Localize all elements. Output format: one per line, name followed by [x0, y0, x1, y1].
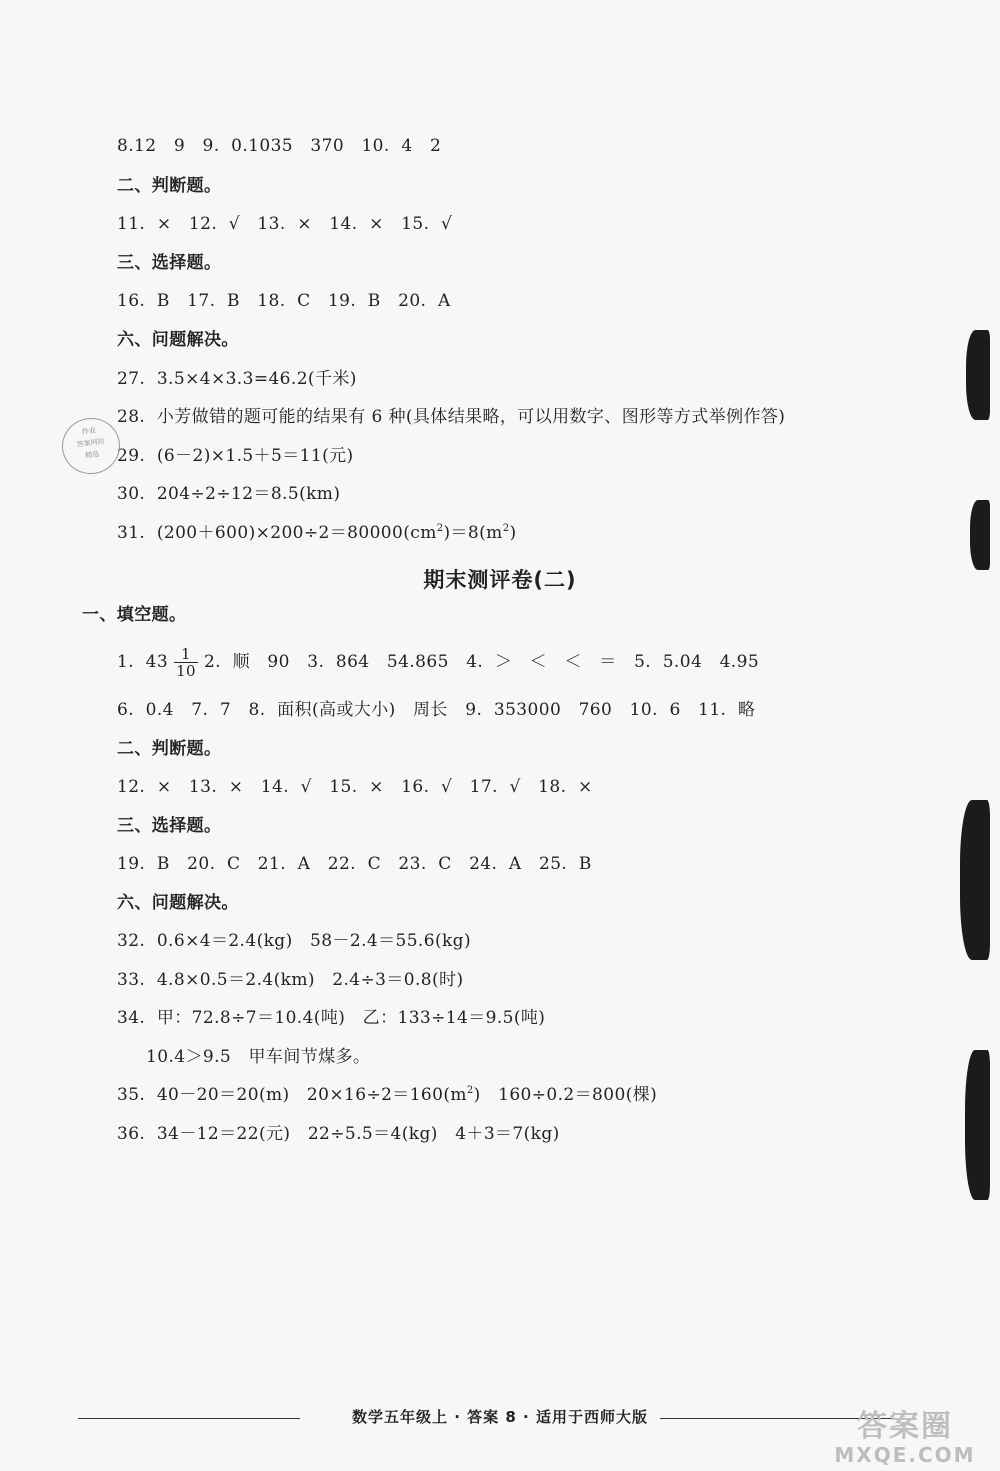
- fraction: $\frac{1}{10}$: [176, 645, 196, 680]
- line-1: 1. 43 $\frac{1}{10}$ 2. 顺 90 3. 864 54.865 4. ＞ ＜ ＜ ＝ 5. 5.04 4.95: [117, 645, 760, 680]
- line-b2: 12. × 13. × 14. √ 15. × 16. √ 17. √ 18. ×: [117, 777, 593, 797]
- line-t6: 27. 3.5×4×3.3=46.2(千米): [117, 369, 357, 389]
- line-35: 35. 40－20＝20(m) $20\times 16\div 2=160(m^2)$ 160÷0.2＝800(棵): [117, 1085, 658, 1105]
- section-heading: 三、选择题。: [117, 253, 222, 273]
- line-t2: 11. × 12. √ 13. × 14. × 15. √: [117, 214, 453, 234]
- line-t7: 28. 小芳做错的题可能的结果有 6 种(具体结果略，可以用数字、图形等方式举例作答): [117, 407, 786, 427]
- line-b4: 19. B 20. C 21. A 22. C 23. C 24. A 25. B: [117, 854, 592, 874]
- footer: 数学五年级上 · 答案 8 · 适用于西师大版: [352, 1408, 648, 1426]
- line-b9: 10.4＞9.5 甲车间节煤多。: [117, 1047, 371, 1067]
- stamp: 作业 答案网站 精选: [58, 414, 123, 478]
- page-title: 期末测评卷(二): [423, 568, 577, 592]
- section-heading: 六、问题解决。: [117, 893, 239, 913]
- section-heading: 六、问题解决。: [117, 330, 239, 350]
- line-b6: 32. 0.6×4＝2.4(kg) 58－2.4＝55.6(kg): [117, 931, 472, 951]
- scan-edge: [960, 800, 990, 960]
- section-heading: 三、选择题。: [117, 816, 222, 836]
- line-b7: 33. 4.8×0.5＝2.4(km) 2.4÷3＝0.8(时): [117, 970, 464, 990]
- section-heading: 一、填空题。: [82, 605, 187, 625]
- line-36: 36. 34－12＝22(元) 22÷5.5＝4(kg) 4＋3＝7(kg): [117, 1124, 560, 1144]
- watermark: 答案圈 MXQE.COM: [834, 1409, 976, 1467]
- line-t8: 29. (6－2)×1.5＋5＝11(元): [117, 446, 354, 466]
- line-b0: 6. 0.4 7. 7 8. 面积(高或大小) 周长 9. 353000 760 10. 6 11. 略: [117, 700, 756, 720]
- scan-edge: [965, 1050, 990, 1200]
- line-31: 31. $(200+600)\times 200\div 2=80000(cm^2)=8(m^2)$: [117, 523, 517, 543]
- line-b8: 34. 甲：72.8÷7＝10.4(吨) 乙：133÷14＝9.5(吨): [117, 1008, 546, 1028]
- section-heading: 二、判断题。: [117, 176, 222, 196]
- scan-edge: [966, 330, 990, 420]
- line-t4: 16. B 17. B 18. C 19. B 20. A: [117, 291, 451, 311]
- line-t0: 8.12 9 9. 0.1035 370 10. 4 2: [117, 136, 442, 156]
- scan-edge: [970, 500, 990, 570]
- line-t9: 30. 204÷2÷12＝8.5(km): [117, 484, 341, 504]
- section-heading: 二、判断题。: [117, 739, 222, 759]
